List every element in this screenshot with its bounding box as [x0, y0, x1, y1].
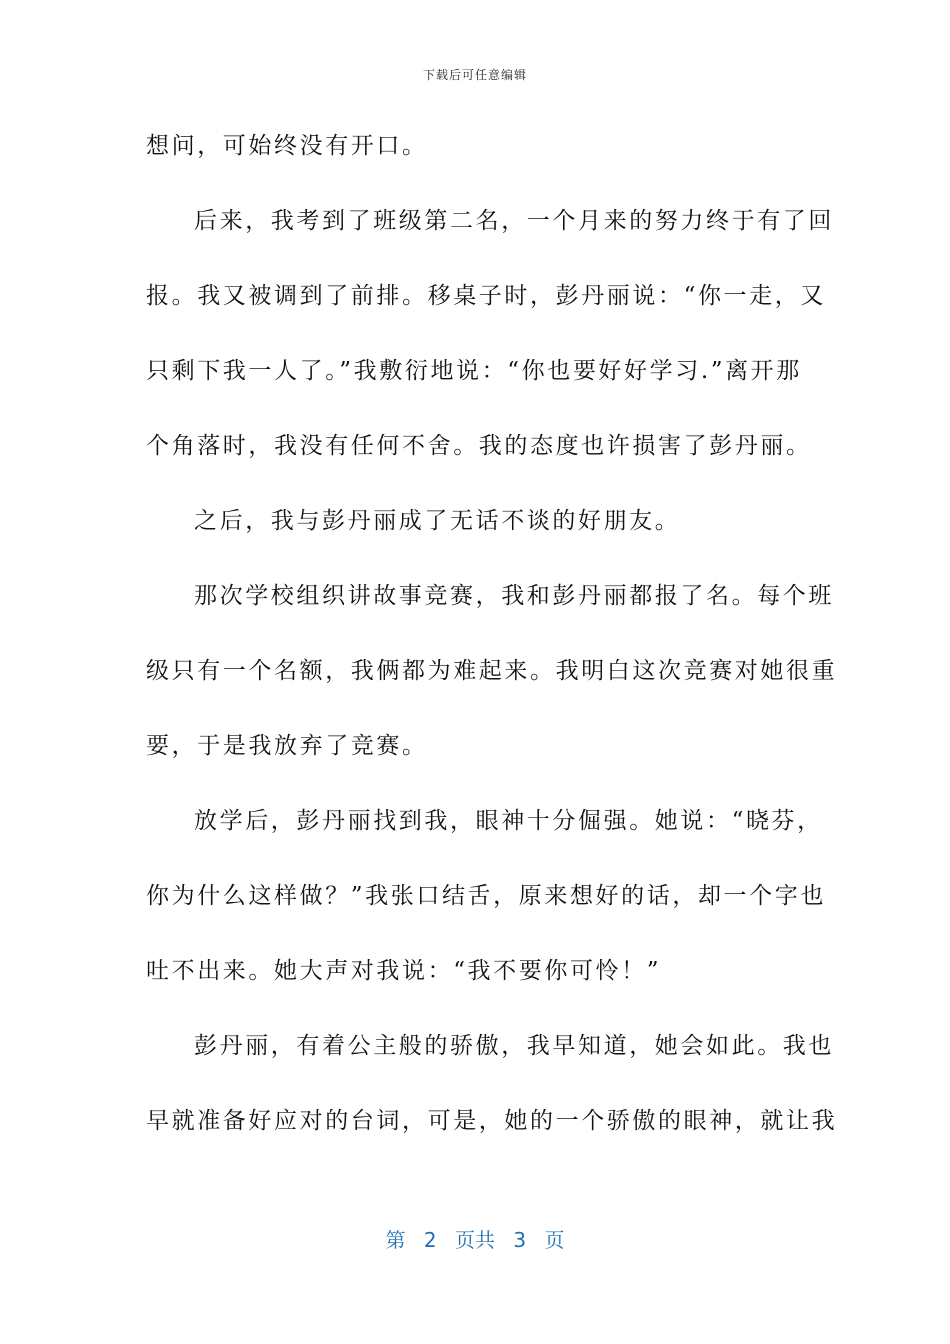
- page-label-prefix: 第: [385, 1228, 406, 1252]
- document-body: [146, 118, 838, 1168]
- text-line: 个角落时，我没有任何不舍。我的态度也许损害了彭丹丽。: [146, 433, 812, 459]
- text-line: 要，于是我放弃了竞赛。: [146, 733, 428, 759]
- text-line: 想问，可始终没有开口。: [146, 133, 428, 159]
- text-line: 早就准备好应对的台词，可是，她的一个骄傲的眼神，就让我: [146, 1108, 838, 1134]
- text-line: 那次学校组织讲故事竞赛，我和彭丹丽都报了名。每个班: [194, 583, 834, 609]
- text-line: 级只有一个名额，我俩都为难起来。我明白这次竞赛对她很重: [146, 658, 838, 684]
- text-line: 只剩下我一人了。”我敷衍地说：“你也要好好学习.”离开那: [146, 358, 802, 384]
- text-line: 之后，我与彭丹丽成了无话不谈的好朋友。: [194, 508, 681, 534]
- total-page-count: 3: [513, 1228, 527, 1252]
- page-label-middle: 页共: [455, 1228, 495, 1252]
- text-line: 你为什么这样做？”我张口结舌，原来想好的话，却一个字也: [146, 883, 826, 909]
- text-line: 彭丹丽，有着公主般的骄傲，我早知道，她会如此。我也: [194, 1033, 834, 1059]
- text-line: 放学后，彭丹丽找到我，眼神十分倔强。她说：“晓芬，: [194, 808, 823, 834]
- text-line: 吐不出来。她大声对我说：“我不要你可怜！”: [146, 958, 662, 984]
- text-line: 后来，我考到了班级第二名，一个月来的努力终于有了回: [194, 208, 834, 234]
- page-footer: [0, 1224, 950, 1253]
- current-page-number: 2: [423, 1228, 437, 1252]
- page-header: 下载后可任意编辑: [422, 68, 527, 82]
- page-label-suffix: 页: [544, 1228, 565, 1252]
- text-line: 报。我又被调到了前排。移桌子时，彭丹丽说：“你一走，又: [146, 283, 826, 309]
